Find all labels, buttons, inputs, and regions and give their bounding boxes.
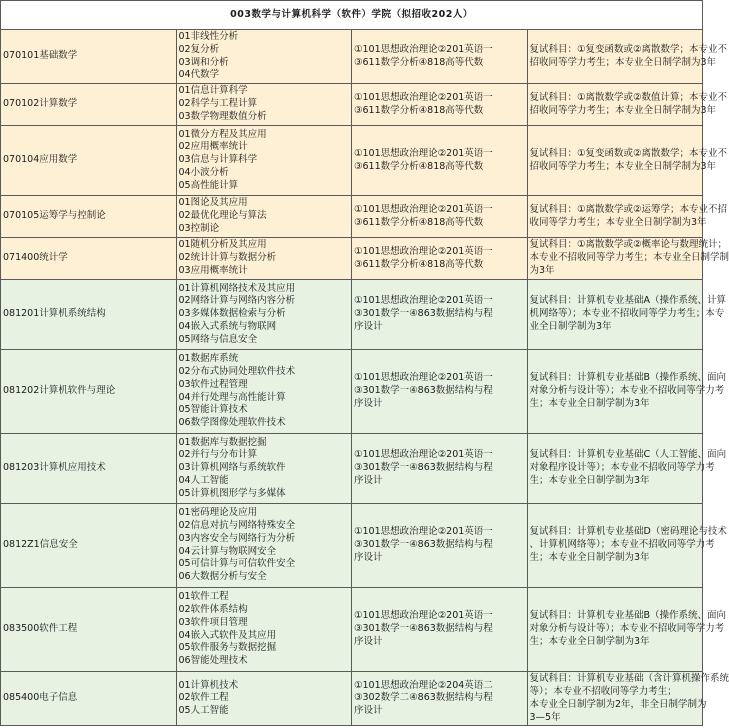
exam-subjects-cell xyxy=(352,126,528,196)
exam-subjects-cell xyxy=(352,672,528,726)
exam-subjects-cell xyxy=(352,30,528,84)
table-row xyxy=(1,672,703,726)
note-line: 复试科目：计算机专业基础D（密码理论与技术 xyxy=(529,526,727,538)
table-row xyxy=(1,126,703,196)
direction-item: 04嵌入式软件及其应用 xyxy=(178,629,277,641)
table-row xyxy=(1,588,703,672)
direction-item: 01数据库系统 xyxy=(178,353,239,365)
direction-item: 03控制论 xyxy=(178,223,220,235)
note-line: 对象分析与设计等）；本专业不招收同等学力考 xyxy=(529,623,725,635)
direction-item: 04代数学 xyxy=(178,69,220,81)
notes-cell xyxy=(527,588,727,672)
direction-item: 02网络计算与网络内容分析 xyxy=(178,295,296,307)
direction-item: 03多媒体数据检索与分析 xyxy=(178,308,286,320)
directions-cell xyxy=(176,672,352,726)
direction-item: 02分布式协同处理软件技术 xyxy=(178,366,296,378)
note-line: 生；本专业全日制学制为3年 xyxy=(529,398,650,410)
major-cell: 085400电子信息 xyxy=(1,672,177,726)
direction-item: 02统计计算与数据分析 xyxy=(178,252,277,264)
directions-cell xyxy=(176,84,352,126)
note-line: 生；本专业全日制学制为3年 xyxy=(529,636,650,648)
exam-line: ①101思想政治理论②201英语一 xyxy=(354,372,493,384)
direction-item: 03计算机网络与系统软件 xyxy=(178,462,286,474)
direction-item: 05网络与信息安全 xyxy=(178,333,258,345)
direction-item: 01非线性分析 xyxy=(178,31,239,42)
direction-item: 05高性能计算 xyxy=(178,179,239,191)
exam-line: ③611数学分析④818高等代数 xyxy=(354,104,484,116)
direction-item: 04并行处理与高性能计算 xyxy=(178,391,286,403)
direction-item: 02信息对抗与网络特殊安全 xyxy=(178,520,296,532)
exam-subjects-cell xyxy=(352,84,528,126)
directions-cell xyxy=(176,196,352,238)
directions-cell xyxy=(176,30,352,84)
direction-item: 03软件项目管理 xyxy=(178,616,248,628)
table-row xyxy=(1,30,703,84)
exam-line: ③301数学一④863数据结构与程 xyxy=(354,623,493,635)
exam-line: ①101思想政治理论②204英语二 xyxy=(354,679,493,691)
note-line: 业全日制学制为3年 xyxy=(529,321,612,333)
note-line: 招收同等学力考生；本专业全日制学制为3年 xyxy=(529,160,717,172)
exam-line: ③611数学分析④818高等代数 xyxy=(354,56,484,68)
direction-item: 01密码理论及应用 xyxy=(178,507,258,519)
notes-cell xyxy=(527,280,726,350)
exam-line: ①101思想政治理论②201英语一 xyxy=(354,43,493,55)
note-line: 对象程序设计等）；本专业不招收同等学力考 xyxy=(529,462,715,474)
direction-item: 04嵌入式系统与物联网 xyxy=(178,321,277,333)
major-cell: 081203计算机应用技术 xyxy=(1,434,177,504)
note-line: 3—5年 xyxy=(529,711,561,723)
directions-cell xyxy=(176,280,352,350)
exam-subjects-cell xyxy=(352,280,528,350)
major-cell: 071400统计学 xyxy=(1,238,177,280)
note-line: 收同等学力考生；本专业全日制学制为3年 xyxy=(529,216,707,228)
exam-line: ①101思想政治理论②201英语一 xyxy=(354,295,493,307)
note-line: 等）；本专业不招收同等学力考生； xyxy=(529,685,677,697)
direction-item: 04云计算与物联网安全 xyxy=(178,545,277,557)
note-line: 复试科目：①离散数学或②数值计算；本专业不 xyxy=(529,91,728,103)
note-line: 复试科目：计算机专业基础B（操作系统、面向 xyxy=(529,610,727,622)
note-line: 复试科目：①复变函数或②离散数学；本专业不 xyxy=(529,147,728,159)
exam-line: 序设计 xyxy=(354,475,383,487)
direction-item: 01信息计算科学 xyxy=(178,85,248,97)
direction-item: 03信息与计算科学 xyxy=(178,154,258,166)
direction-item: 01计算机技术 xyxy=(178,679,239,691)
table-title: 003数学与计算机科学（软件）学院（拟招收202人） xyxy=(1,1,703,30)
exam-line: 序设计 xyxy=(354,636,383,648)
directions-cell xyxy=(176,126,352,196)
exam-subjects-cell xyxy=(352,350,528,434)
note-line: 复试科目：计算机专业基础B（操作系统、面向 xyxy=(529,372,727,384)
direction-item: 06大数据分析与安全 xyxy=(178,571,267,583)
note-line: 生；本专业全日制学制为3年 xyxy=(529,475,650,487)
exam-line: ③302数学二④863数据结构与程 xyxy=(354,692,493,704)
notes-cell xyxy=(527,126,728,196)
direction-item: 03应用概率统计 xyxy=(178,265,248,277)
direction-item: 02软件体系结构 xyxy=(178,604,248,616)
note-line: 本专业全日制学制为2年，非全日制学制为 xyxy=(529,698,707,710)
directions-cell xyxy=(176,434,352,504)
exam-line: ③301数学一④863数据结构与程 xyxy=(354,308,493,320)
exam-subjects-cell xyxy=(352,504,528,588)
note-line: 招收同等学力考生；本专业全日制学制为3年 xyxy=(529,56,717,68)
exam-line: 序设计 xyxy=(354,705,383,717)
direction-item: 05软件服务与数据挖掘 xyxy=(178,642,277,654)
direction-item: 01图论及其应用 xyxy=(178,197,248,209)
exam-line: ①101思想政治理论②201英语一 xyxy=(354,245,493,257)
direction-item: 02软件工程 xyxy=(178,692,229,704)
major-cell: 070102计算数学 xyxy=(1,84,177,126)
note-line: 复试科目：①复变函数或②离散数学；本专业不 xyxy=(529,43,728,55)
table-row xyxy=(1,196,703,238)
directions-cell xyxy=(176,588,352,672)
exam-line: ③611数学分析④818高等代数 xyxy=(354,258,484,270)
note-line: 复试科目：计算机专业基础A（操作系统、计算 xyxy=(529,295,726,307)
direction-item: 02并行与分布计算 xyxy=(178,449,258,461)
direction-item: 05智能计算技术 xyxy=(178,404,248,416)
title-row xyxy=(1,1,703,30)
major-cell: 070104应用数学 xyxy=(1,126,177,196)
direction-item: 04人工智能 xyxy=(178,475,229,487)
direction-item: 05计算机图形学与多媒体 xyxy=(178,487,286,499)
major-cell: 0812Z1信息安全 xyxy=(1,504,177,588)
table-row xyxy=(1,238,703,280)
directions-cell xyxy=(176,238,352,280)
note-line: 为3年 xyxy=(529,265,555,277)
note-line: 对象分析与设计等）；本专业不招收同等学力考 xyxy=(529,385,725,397)
direction-item: 01随机分析及其应用 xyxy=(178,239,267,251)
exam-line: ③301数学一④863数据结构与程 xyxy=(354,539,493,551)
direction-item: 01计算机网络技术及其应用 xyxy=(178,282,296,294)
direction-item: 02科学与工程计算 xyxy=(178,98,258,110)
table-row xyxy=(1,280,703,350)
major-cell: 081201计算机系统结构 xyxy=(1,280,177,350)
major-cell: 070101基础数学 xyxy=(1,30,177,84)
exam-line: ①101思想政治理论②201英语一 xyxy=(354,91,493,103)
notes-cell xyxy=(527,196,728,238)
direction-item: 05可信计算与可信软件安全 xyxy=(178,558,296,570)
exam-subjects-cell xyxy=(352,196,528,238)
exam-line: ①101思想政治理论②201英语一 xyxy=(354,449,493,461)
exam-line: ③301数学一④863数据结构与程 xyxy=(354,462,493,474)
exam-line: 序设计 xyxy=(354,398,383,410)
exam-subjects-cell xyxy=(352,238,528,280)
note-line: 复试科目：①离散数学或②概率论与数理统计； xyxy=(529,239,728,251)
notes-cell xyxy=(527,84,728,126)
notes-cell xyxy=(527,504,727,588)
exam-line: ①101思想政治理论②201英语一 xyxy=(354,610,493,622)
direction-item: 02复分析 xyxy=(178,43,220,55)
direction-item: 05人工智能 xyxy=(178,705,229,717)
direction-item: 01数据库与数据挖掘 xyxy=(178,436,267,448)
table-row xyxy=(1,84,703,126)
exam-line: ③611数学分析④818高等代数 xyxy=(354,160,484,172)
exam-line: ③301数学一④863数据结构与程 xyxy=(354,385,493,397)
exam-line: 序设计 xyxy=(354,552,383,564)
direction-item: 02应用概率统计 xyxy=(178,141,248,153)
exam-line: 序设计 xyxy=(354,321,383,333)
note-line: 生；本专业全日制学制为3年 xyxy=(529,552,650,564)
direction-item: 02最优化理论与算法 xyxy=(178,210,267,222)
exam-line: ③611数学分析④818高等代数 xyxy=(354,216,484,228)
direction-item: 01微分方程及其应用 xyxy=(178,128,267,140)
notes-cell xyxy=(527,238,729,280)
exam-subjects-cell xyxy=(352,434,528,504)
direction-item: 06数学图像处理软件技术 xyxy=(178,417,286,429)
major-cell: 081202计算机软件与理论 xyxy=(1,350,177,434)
exam-subjects-cell xyxy=(352,588,528,672)
note-line: 机网络等）；本专业不招收同等学力考生；本专 xyxy=(529,308,725,320)
note-line: 招收同等学力考生；本专业全日制学制为3年 xyxy=(529,104,717,116)
exam-line: ①101思想政治理论②201英语一 xyxy=(354,526,493,538)
table-row xyxy=(1,350,703,434)
major-cell: 070105运筹学与控制论 xyxy=(1,196,177,238)
note-line: 复试科目：①离散数学或②运筹学；本专业不招 xyxy=(529,203,728,215)
major-cell: 083500软件工程 xyxy=(1,588,177,672)
table-row xyxy=(1,434,703,504)
note-line: 复试科目：计算机专业基础C（人工智能、面向 xyxy=(529,449,727,461)
notes-cell xyxy=(527,350,727,434)
directions-cell xyxy=(176,350,352,434)
note-line: 本专业不招收同等学力考生；本专业全日制学制 xyxy=(529,252,729,264)
notes-cell xyxy=(527,434,727,504)
note-line: 复试科目：计算机专业基础（含计算机操作系统 xyxy=(529,673,729,685)
notes-cell xyxy=(527,672,729,726)
exam-line: ①101思想政治理论②201英语一 xyxy=(354,203,493,215)
direction-item: 01软件工程 xyxy=(178,591,229,603)
direction-item: 06智能处理技术 xyxy=(178,655,248,667)
direction-item: 04小波分析 xyxy=(178,167,229,179)
direction-item: 03数学物理数值分析 xyxy=(178,111,267,123)
direction-item: 03软件过程管理 xyxy=(178,378,248,390)
notes-cell xyxy=(527,30,728,84)
note-line: 、计算机网络等）；本专业不招收同等学力考 xyxy=(529,539,715,551)
exam-line: ①101思想政治理论②201英语一 xyxy=(354,147,493,159)
direction-item: 03调和分析 xyxy=(178,56,229,68)
direction-item: 03内容安全与网络行为分析 xyxy=(178,532,296,544)
directions-cell xyxy=(176,504,352,588)
table-row xyxy=(1,504,703,588)
